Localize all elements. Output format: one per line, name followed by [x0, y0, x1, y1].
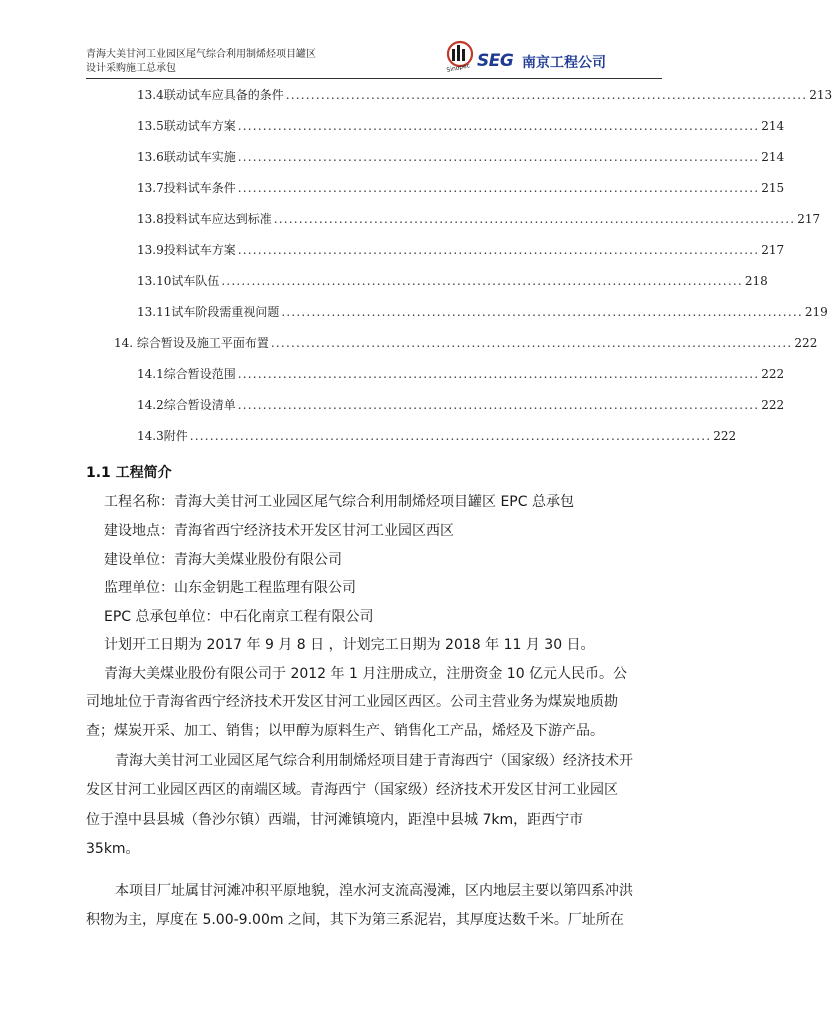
toc-entry-label: 13.10试车队伍	[137, 274, 220, 288]
site-geology-line: 积物为主，厚度在 5.00-9.00m 之间，其下为第三系泥岩，其厚度达数千米。厂址所在	[86, 912, 624, 928]
toc-entry[interactable]	[137, 210, 821, 230]
section-heading: 1.1 工程简介	[86, 465, 172, 481]
toc-entry-label: 13.5联动试车方案	[137, 119, 236, 133]
toc-entry-label: 13.9投料试车方案	[137, 243, 236, 257]
toc-entry-label: 13.4联动试车应具备的条件	[137, 88, 284, 102]
company-intro-line: 查；煤炭开采、加工、销售；以甲醇为原料生产、销售化工产品，烯烃及下游产品。	[86, 723, 604, 739]
toc-leader-dots: ........................................................................................................	[189, 429, 712, 443]
toc-entry[interactable]	[137, 272, 768, 292]
toc-entry[interactable]	[137, 303, 828, 323]
toc-entry-page: 222	[761, 398, 785, 412]
toc-leader-dots: ........................................................................................................	[237, 119, 760, 133]
toc-leader-dots: ........................................................................................................	[281, 305, 803, 319]
toc-entry-label: 13.11试车阶段需重视问题	[137, 305, 280, 319]
owner-line: 建设单位：青海大美煤业股份有限公司	[104, 552, 342, 568]
project-location-line: 位于湟中县县城（鲁沙尔镇）西端，甘河滩镇境内，距湟中县城 7km，距西宁市	[86, 812, 584, 828]
logo-seg-text: SEG	[477, 51, 514, 71]
toc-entry-label: 14.2综合暂设清单	[137, 398, 236, 412]
project-location-line: 青海大美甘河工业园区尾气综合利用制烯烃项目建于青海西宁（国家级）经济技术开	[115, 753, 633, 769]
toc-entry[interactable]	[137, 365, 785, 385]
toc-entry-label: 13.7投料试车条件	[137, 181, 236, 195]
toc-entry[interactable]	[137, 86, 832, 106]
header-divider	[86, 78, 662, 79]
toc-entry[interactable]	[114, 334, 818, 354]
header-project-line: 青海大美甘河工业园区尾气综合利用制烯烃项目罐区	[86, 49, 316, 60]
sinopec-logo-icon	[446, 40, 476, 74]
toc-entry-page: 214	[761, 150, 785, 164]
location-line: 建设地点：青海省西宁经济技术开发区甘河工业园区西区	[104, 523, 454, 539]
supervisor-line: 监理单位：山东金钥匙工程监理有限公司	[104, 580, 356, 596]
toc-entry-page: 215	[761, 181, 785, 195]
toc-entry-label: 14. 综合暂设及施工平面布置	[114, 336, 269, 350]
toc-entry[interactable]	[137, 117, 785, 137]
logo-company-name: 南京工程公司	[522, 55, 606, 71]
toc-entry-label: 14.1综合暂设范围	[137, 367, 236, 381]
toc-entry-page: 222	[713, 429, 737, 443]
toc-leader-dots: ........................................................................................................	[273, 212, 796, 226]
toc-entry-page: 219	[804, 305, 828, 319]
toc-entry-page: 218	[744, 274, 768, 288]
toc-entry-page: 222	[761, 367, 785, 381]
schedule-line: 计划开工日期为 2017 年 9 月 8 日 ，计划完工日期为 2018 年 11 月 30 日。	[104, 637, 595, 653]
toc-entry[interactable]	[137, 427, 737, 447]
toc-leader-dots: ........................................................................................................	[237, 181, 760, 195]
site-geology-line: 本项目厂址属甘河滩冲积平原地貌，湟水河支流高漫滩，区内地层主要以第四系冲洪	[115, 883, 633, 899]
company-logo	[446, 40, 626, 74]
company-intro-line: 司地址位于青海省西宁经济技术开发区甘河工业园区西区。公司主营业务为煤炭地质勘	[86, 694, 618, 710]
logo-small-text: Sinopec	[445, 62, 471, 74]
toc-leader-dots: ........................................................................................................	[237, 367, 760, 381]
header-subtitle-line: 设计采购施工总承包	[86, 63, 176, 74]
project-name-line: 工程名称：青海大美甘河工业园区尾气综合利用制烯烃项目罐区 EPC 总承包	[104, 494, 574, 510]
epc-contractor-line: EPC 总承包单位：中石化南京工程有限公司	[104, 609, 374, 625]
toc-entry-label: 13.8投料试车应达到标准	[137, 212, 272, 226]
toc-leader-dots: ........................................................................................................	[237, 243, 760, 257]
toc-leader-dots: ........................................................................................................	[237, 150, 760, 164]
toc-leader-dots: ........................................................................................................	[237, 398, 760, 412]
toc-entry[interactable]	[137, 241, 785, 261]
toc-entry-page: 217	[797, 212, 821, 226]
toc-entry-page: 222	[794, 336, 818, 350]
toc-entry-page: 214	[761, 119, 785, 133]
company-intro-line: 青海大美煤业股份有限公司于 2012 年 1 月注册成立，注册资金 10 亿元人民币。公	[104, 666, 628, 682]
toc-entry-label: 14.3附件	[137, 429, 188, 443]
project-location-line: 35km。	[86, 841, 140, 857]
toc-entry-label: 13.6联动试车实施	[137, 150, 236, 164]
toc-entry-page: 217	[761, 243, 785, 257]
toc-leader-dots: ........................................................................................................	[221, 274, 743, 288]
toc-leader-dots: ........................................................................................................	[270, 336, 793, 350]
project-location-line: 发区甘河工业园区西区的南端区域。青海西宁（国家级）经济技术开发区甘河工业园区	[86, 782, 618, 798]
toc-entry[interactable]	[137, 179, 785, 199]
toc-entry[interactable]	[137, 148, 785, 168]
toc-entry[interactable]	[137, 396, 785, 416]
toc-entry-page: 213	[809, 88, 832, 102]
toc-leader-dots: ........................................................................................................	[285, 88, 808, 102]
